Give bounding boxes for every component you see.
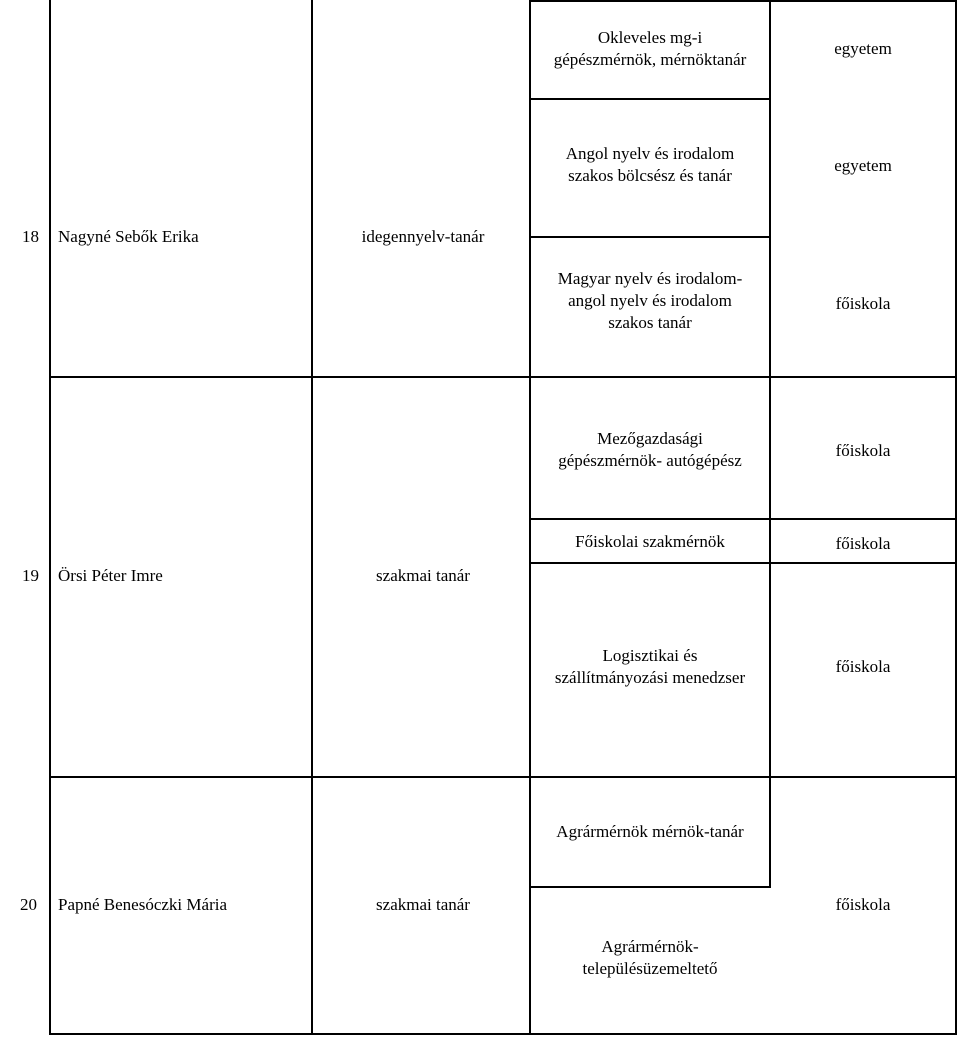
institution-cell: főiskola (835, 534, 891, 553)
row-number: 19 (22, 566, 39, 585)
staff-position: szakmai tanár (376, 895, 470, 914)
degree-line: gépészmérnök- autógépész (558, 451, 742, 470)
table-border-degree-institution (769, 776, 771, 888)
degree-cell (555, 645, 745, 689)
table-border-top (529, 0, 957, 2)
staff-name: Nagyné Sebők Erika (58, 227, 199, 246)
degree-cell (556, 821, 743, 843)
staff-name: Papné Benesóczki Mária (58, 895, 227, 914)
row-divider (529, 886, 771, 888)
degree-line: szakos tanár (608, 313, 692, 332)
row-divider (529, 236, 771, 238)
degree-cell (566, 143, 735, 187)
degree-line: szakos bölcsész és tanár (568, 166, 732, 185)
institution-cell: főiskola (835, 441, 891, 460)
degree-line: Agrármérnök- (601, 937, 699, 956)
degree-line: Főiskolai szakmérnök (575, 532, 725, 551)
degree-cell (575, 531, 725, 553)
degree-line: angol nyelv és irodalom (568, 291, 732, 310)
table-border-degree-institution (769, 238, 771, 376)
degree-cell (554, 27, 747, 71)
degree-line: Okleveles mg-i (597, 28, 703, 47)
row-divider (529, 562, 957, 564)
institution-cell: egyetem (834, 39, 892, 58)
row-divider (49, 376, 957, 378)
row-divider (529, 98, 771, 100)
degree-cell (558, 428, 742, 472)
degree-line: településüzemeltető (582, 959, 718, 978)
degree-line: gépészmérnök, mérnöktanár (553, 50, 747, 69)
row-divider (529, 518, 957, 520)
table-border-left (49, 0, 51, 1035)
degree-cell (558, 268, 743, 334)
row-number: 18 (22, 227, 39, 246)
degree-line: szállítmányozási menedzser (554, 668, 746, 687)
institution-cell: főiskola (835, 895, 891, 914)
table-border-degree-institution (769, 376, 771, 776)
table-border-bottom (49, 1033, 957, 1035)
staff-position: idegennyelv-tanár (361, 227, 485, 246)
table-border-degree-institution (769, 0, 771, 236)
degree-line: Agrármérnök mérnök-tanár (556, 822, 744, 841)
table-border-number-name (311, 0, 313, 1035)
staff-position: szakmai tanár (376, 566, 470, 585)
degree-line: Mezőgazdasági (597, 429, 703, 448)
institution-cell: egyetem (834, 156, 892, 175)
institution-cell: főiskola (835, 294, 891, 313)
institution-cell: főiskola (835, 657, 891, 676)
row-divider (49, 776, 957, 778)
degree-line: Magyar nyelv és irodalom- (557, 269, 743, 288)
row-number: 20 (20, 895, 37, 914)
degree-line: Angol nyelv és irodalom (565, 144, 735, 163)
degree-cell (583, 936, 718, 980)
staff-name: Örsi Péter Imre (58, 566, 163, 585)
degree-line: Logisztikai és (602, 646, 698, 665)
